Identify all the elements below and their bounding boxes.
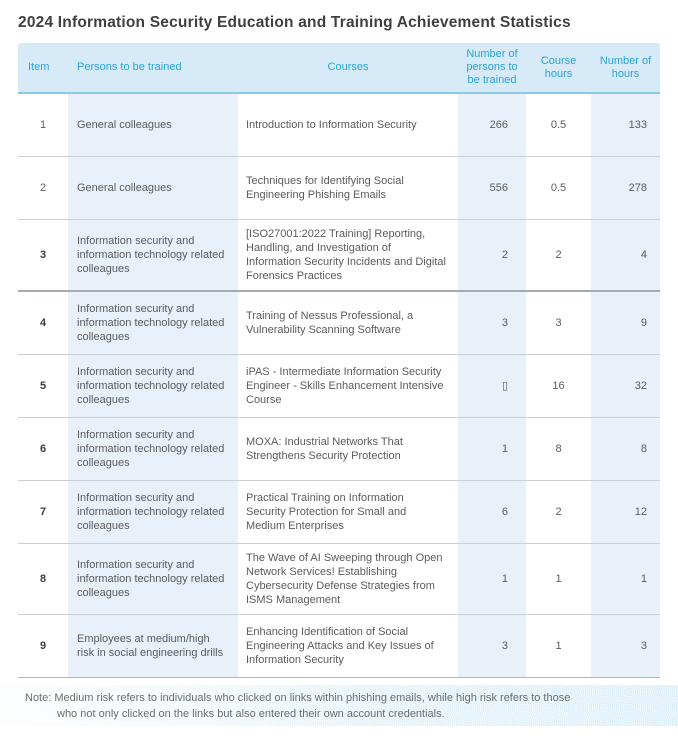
cell-num-persons: 6 (458, 481, 526, 543)
cell-num-hours: 12 (591, 481, 660, 543)
cell-course-hours: 2 (555, 249, 562, 261)
cell-num-hours: 278 (591, 157, 660, 219)
cell-persons (68, 355, 238, 417)
table-header-row (18, 43, 660, 94)
cell-course-hours: 2 (555, 506, 562, 518)
cell-item: 1 (39, 119, 47, 131)
cell-course: Introduction to Information Security (246, 119, 417, 131)
cell-persons-text: Employees at medium/high risk in social engineering drills (77, 633, 224, 659)
cell-num-hours: 4 (591, 220, 660, 290)
cell-course-hours: 3 (555, 317, 562, 329)
table-row (18, 94, 660, 156)
cell-num-hours: 32 (591, 355, 660, 417)
cell-item: 6 (39, 443, 47, 455)
cell-persons-text: Information security and information technology related colleagues (77, 303, 225, 343)
cell-course: Enhancing Identification of Social Engineering Attacks and Key Issues of Information Security (246, 626, 434, 666)
cell-persons-text: Information security and information technology related colleagues (77, 429, 225, 469)
cell-persons (68, 157, 238, 219)
table-row (18, 354, 660, 417)
cell-num-persons: 556 (458, 157, 526, 219)
cell-course: [ISO27001:2022 Training] Reporting, Handling, and Investigation of Information Security Incidents and Digital Forensics Practices (246, 228, 446, 282)
cell-course: Techniques for Identifying Social Engineering Phishing Emails (246, 175, 404, 201)
cell-item: 5 (39, 380, 47, 392)
cell-num-hours: 9 (591, 292, 660, 354)
table-row (18, 417, 660, 480)
cell-item: 9 (39, 640, 47, 652)
column-header-num-persons: Number of persons to be trained (466, 48, 518, 86)
cell-persons (68, 544, 238, 614)
table-row (18, 480, 660, 543)
cell-course-hours: 1 (555, 640, 562, 652)
cell-item: 4 (39, 317, 47, 329)
table-row (18, 156, 660, 219)
table-row (18, 543, 660, 614)
column-header-course-hours: Course hours (540, 54, 577, 80)
cell-num-hours: 8 (591, 418, 660, 480)
footnote-band (0, 685, 678, 726)
cell-num-persons: 266 (458, 94, 526, 156)
cell-num-persons: 2 (458, 220, 526, 290)
cell-num-persons: 3 (458, 615, 526, 677)
cell-persons-text: General colleagues (77, 182, 172, 194)
cell-course: The Wave of AI Sweeping through Open Network Services! Establishing Cybersecurity Defense Strategies from ISMS Management (246, 552, 443, 606)
cell-persons-text: Information security and information technology related colleagues (77, 366, 225, 406)
cell-num-persons: 3 (458, 292, 526, 354)
footnote-line-2: who not only clicked on the links but also entered their own account credentials. (57, 708, 445, 720)
stats-table (18, 43, 660, 678)
cell-persons (68, 418, 238, 480)
table-row (18, 219, 660, 290)
page-title: 2024 Information Security Education and Training Achievement Statistics (18, 14, 571, 31)
table-row (18, 290, 660, 354)
cell-num-persons: ▯ (458, 355, 526, 417)
cell-num-hours: 1 (591, 544, 660, 614)
cell-persons (68, 292, 238, 354)
column-header-persons: Persons to be trained (77, 61, 182, 73)
cell-course-hours: 0.5 (550, 119, 567, 131)
cell-course-hours: 8 (555, 443, 562, 455)
cell-num-hours: 133 (591, 94, 660, 156)
cell-num-persons: 1 (458, 544, 526, 614)
table-body (18, 94, 660, 678)
column-header-num-hours: Number of hours (599, 54, 652, 80)
cell-persons-text: Information security and information technology related colleagues (77, 492, 225, 532)
cell-course-hours: 1 (555, 573, 562, 585)
table-row (18, 614, 660, 677)
cell-course: iPAS - Intermediate Information Security Engineer - Skills Enhancement Intensive Course (246, 366, 444, 406)
column-header-courses: Courses (327, 61, 369, 73)
footnote-line-1: Note: Medium risk refers to individuals who clicked on links within phishing emails, while high risk refers to those (25, 692, 571, 704)
cell-persons (68, 615, 238, 677)
cell-persons-text: Information security and information technology related colleagues (77, 235, 225, 275)
column-header-item: Item (28, 61, 50, 73)
cell-item: 7 (39, 506, 47, 518)
cell-num-persons: 1 (458, 418, 526, 480)
cell-course: Training of Nessus Professional, a Vulnerability Scanning Software (246, 310, 414, 336)
cell-course: MOXA: Industrial Networks That Strengthens Security Protection (246, 436, 403, 462)
cell-num-hours: 3 (591, 615, 660, 677)
cell-persons-text: Information security and information technology related colleagues (77, 559, 225, 599)
cell-item: 3 (39, 249, 47, 261)
cell-persons-text: General colleagues (77, 119, 172, 131)
cell-persons (68, 220, 238, 290)
cell-persons (68, 94, 238, 156)
cell-item: 2 (39, 182, 47, 194)
cell-persons (68, 481, 238, 543)
cell-item: 8 (39, 573, 47, 585)
cell-course: Practical Training on Information Security Protection for Small and Medium Enterprises (246, 492, 407, 532)
cell-course-hours: 16 (552, 380, 565, 392)
report-page (0, 14, 678, 726)
cell-course-hours: 0.5 (550, 182, 567, 194)
